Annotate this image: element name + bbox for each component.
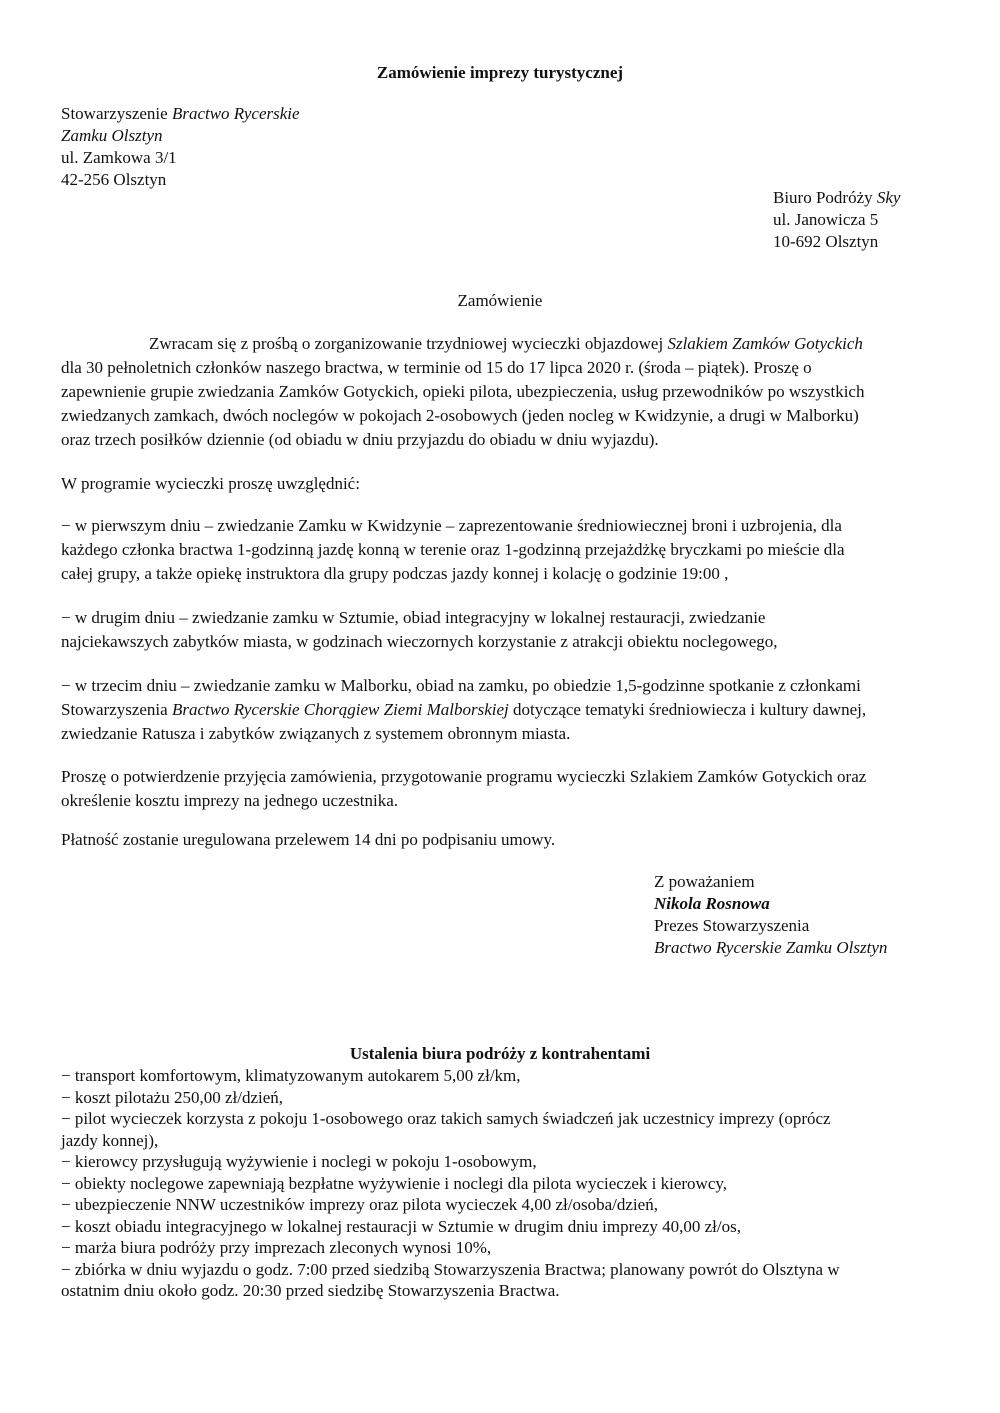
list-item: ostatnim dniu około godz. 20:30 przed siedzibę Stowarzyszenia Bractwa. [61,1281,560,1300]
list-item: − koszt pilotażu 250,00 zł/dzień, [61,1087,284,1107]
signature-org: Bractwo Rycerskie Zamku Olsztyn [654,938,888,957]
recipient-city: 10-692 Olsztyn [773,232,879,251]
sender-street: ul. Zamkowa 3/1 [61,148,177,167]
signature-block [654,871,887,959]
day3-paragraph: − w trzecim dniu – zwiedzanie zamku w Malborku, obiad na zamku, po obiedzie 1,5-godzinne spotkanie z członkami Stowarzyszenia Bractwo Rycerskie Chorągiew Ziemi Malborskiej dotyczące tematyki średniowiecza i kultury dawnej, zwiedzanie Ratusza i zabytków związanych z systemem obronnym miasta. [61,676,867,743]
intro-paragraph: Zwracam się z prośbą o zorganizowanie trzydniowej wycieczki objazdowej Szlakiem Zamków Gotyckich dla 30 pełnoletnich członków naszego bractwa, w terminie od 15 do 17 lipca 2020 r. (środa – piątek). Proszę o zapewnienie grupie zwiedzania Zamków Gotyckich, opieki pilota, ubezpieczenia, usług przewodników po wszystkich zwiedzanych zamkach, dwóch noclegów w pokojach 2-osobowych (jeden nocleg w Kwidzynie, a drugi w Malborku) oraz trzech posiłków dziennie (od obiadu w dniu przyjazdu do obiadu w dniu wyjazdu). [61,334,865,449]
sender-line2: Zamku Olsztyn [61,126,163,145]
confirmation-paragraph: Proszę o potwierdzenie przyjęcia zamówienia, przygotowanie programu wycieczki Szlakiem Zamków Gotyckich oraz określenie kosztu imprezy na jednego uczestnika. [61,767,867,810]
payment-paragraph: Płatność zostanie uregulowana przelewem 14 dni po podpisaniu umowy. [61,830,556,849]
sender-line1: Stowarzyszenie Bractwo Rycerskie [61,104,300,123]
order-heading: Zamówienie [457,291,543,310]
signature-name: Nikola Rosnowa [654,894,770,913]
sender-city: 42-256 Olsztyn [61,170,167,189]
list-item: − transport komfortowym, klimatyzowanym autokarem 5,00 zł/km, [61,1066,521,1085]
signature-role: Prezes Stowarzyszenia [654,916,810,935]
day2-paragraph: − w drugim dniu – zwiedzanie zamku w Sztumie, obiad integracyjny w lokalnej restauracji, zwiedzanie najciekawszych zabytków miasta, w godzinach wieczornych korzystanie z atrakcji obiektu noclegowego, [61,608,778,651]
arrangements-list [61,1065,961,1302]
document-title: Zamówienie imprezy turystycznej [376,63,624,82]
arrangements-title: Ustalenia biura podróży z kontrahentami [349,1044,651,1063]
recipient-street: ul. Janowicza 5 [773,210,879,229]
list-item: − zbiórka w dniu wyjazdu o godz. 7:00 przed siedzibą Stowarzyszenia Bractwa; planowany powrót do Olsztyna w [61,1259,840,1279]
sender-address [61,103,300,191]
list-item: − marża biura podróży przy imprezach zleconych wynosi 10%, [61,1238,492,1257]
signature-greeting: Z poważaniem [654,872,755,891]
recipient-line1: Biuro Podróży Sky [773,188,901,207]
recipient-address [773,187,900,253]
list-item: jazdy konnej), [61,1130,159,1150]
list-item: − obiekty noclegowe zapewniają bezpłatne wyżywienie i noclegi dla pilota wycieczek i kierowcy, [61,1173,728,1193]
list-item: − pilot wycieczek korzysta z pokoju 1-osobowego oraz takich samych świadczeń jak uczestnicy imprezy (oprócz [61,1109,831,1128]
list-item: − kierowcy przysługują wyżywienie i noclegi w pokoju 1-osobowym, [61,1152,537,1171]
list-item: − koszt obiadu integracyjnego w lokalnej restauracji w Sztumie w drugim dniu imprezy 40,00 zł/os, [61,1216,741,1236]
program-intro: W programie wycieczki proszę uwzględnić: [61,474,360,493]
day1-paragraph: − w pierwszym dniu – zwiedzanie Zamku w Kwidzynie – zaprezentowanie średniowiecznej broni i uzbrojenia, dla każdego członka bractwa 1-godzinną jazdę konną w terenie oraz 1-godzinną przejażdżkę bryczkami po mieście dla całej grupy, a także opiekę instruktora dla grupy podczas jazdy konnej i kolację o godzinie 19:00 , [61,516,845,583]
list-item: − ubezpieczenie NNW uczestników imprezy oraz pilota wycieczek 4,00 zł/osoba/dzień, [61,1195,658,1214]
